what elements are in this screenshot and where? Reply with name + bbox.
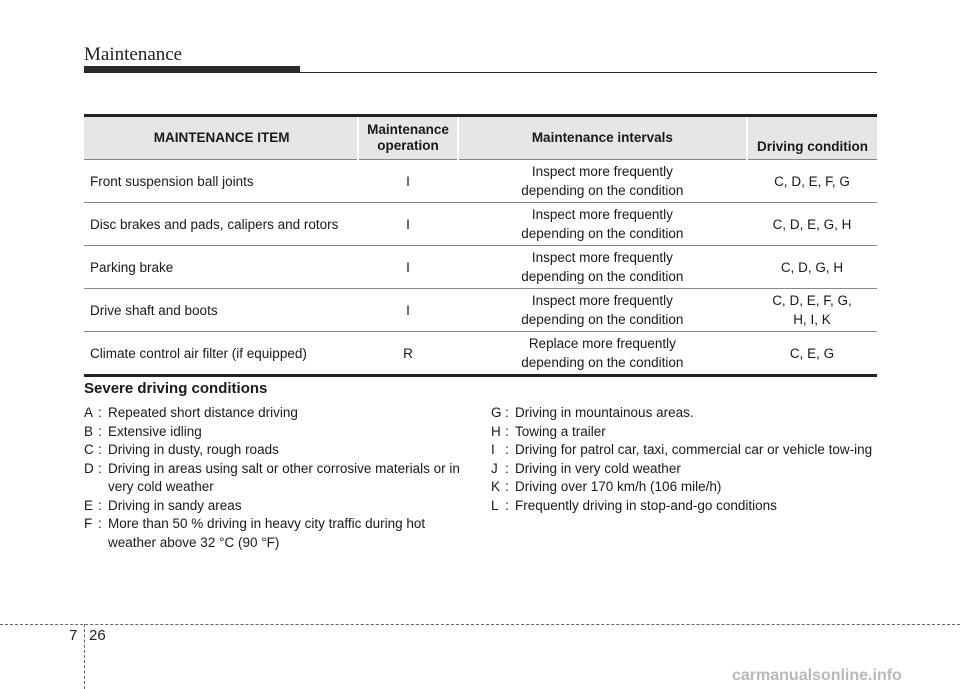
condition-text: Frequently driving in stop-and-go conditions <box>515 497 777 513</box>
header-rule <box>300 72 877 73</box>
condition-item: G : Driving in mountainous areas. <box>491 404 881 423</box>
condition-letter: E <box>84 497 94 513</box>
maintenance-table <box>84 114 877 377</box>
condition-text: Repeated short distance driving <box>108 405 298 420</box>
row-interval: Inspect more frequently depending on the condition <box>458 203 747 246</box>
row-operation: R <box>358 332 457 376</box>
chapter-number: 7 <box>69 627 78 644</box>
condition-text: Extensive idling <box>108 423 202 439</box>
watermark: carmanualsonline.info <box>732 667 902 684</box>
column-header-condition: Driving condition <box>747 116 877 160</box>
row-interval: Inspect more frequently depending on the condition <box>458 289 747 332</box>
condition-letter: K <box>491 479 501 494</box>
row-condition: C, D, E, G, H <box>747 203 877 246</box>
condition-item: L : Frequently driving in stop-and-go conditions <box>491 497 881 516</box>
row-interval: Replace more frequently depending on the condition <box>458 332 747 376</box>
column-header-intervals: Maintenance intervals <box>458 116 747 160</box>
condition-item: K : Driving over 170 km/h (106 mile/h) <box>491 478 881 497</box>
condition-text: Driving for patrol car, taxi, commercial car or vehicle tow-ing <box>515 442 873 457</box>
condition-item: J : Driving in very cold weather <box>491 460 881 479</box>
conditions-right-column <box>491 404 881 515</box>
condition-item: I : Driving for patrol car, taxi, commercial car or vehicle tow-ing <box>491 441 881 460</box>
row-operation: I <box>358 203 457 246</box>
condition-text: Driving in very cold weather <box>515 460 681 476</box>
conditions-left-column <box>84 404 464 552</box>
row-condition: C, E, G <box>747 332 877 376</box>
condition-text: Driving in dusty, rough roads <box>108 442 279 457</box>
condition-item: B : Extensive idling <box>84 423 464 442</box>
row-item: Parking brake <box>84 246 358 289</box>
page-header-title: Maintenance <box>84 44 183 65</box>
condition-text: Driving over 170 km/h (106 mile/h) <box>515 479 722 494</box>
condition-letter: D <box>84 460 94 476</box>
row-item: Front suspension ball joints <box>84 160 358 203</box>
column-header-item: MAINTENANCE ITEM <box>84 116 358 160</box>
page-number: 26 <box>89 627 106 644</box>
condition-text: Driving in areas using salt or other corrosive materials or in very cold weather <box>108 460 460 494</box>
condition-item: F : More than 50 % driving in heavy city traffic during hot weather above 32 °C (90 °F) <box>84 515 464 552</box>
table-row <box>84 160 877 203</box>
table-row <box>84 246 877 289</box>
row-interval: Inspect more frequently depending on the condition <box>458 246 747 289</box>
row-item: Climate control air filter (if equipped) <box>84 332 358 376</box>
condition-letter: L <box>491 497 499 513</box>
table-header-row <box>84 116 877 160</box>
condition-text: Towing a trailer <box>515 423 606 439</box>
condition-text: More than 50 % driving in heavy city traffic during hot weather above 32 °C (90 °F) <box>108 516 426 550</box>
condition-item: A : Repeated short distance driving <box>84 404 464 423</box>
row-interval: Inspect more frequently depending on the condition <box>458 160 747 203</box>
row-condition: C, D, E, F, G <box>747 160 877 203</box>
row-operation: I <box>358 289 457 332</box>
condition-letter: F <box>84 516 93 531</box>
row-item: Drive shaft and boots <box>84 289 358 332</box>
condition-item: C : Driving in dusty, rough roads <box>84 441 464 460</box>
condition-letter: G <box>491 405 502 420</box>
column-header-operation: Maintenance operation <box>358 116 457 160</box>
condition-letter: B <box>84 423 94 439</box>
condition-item: E : Driving in sandy areas <box>84 497 464 516</box>
row-operation: I <box>358 160 457 203</box>
row-condition: C, D, E, F, G, H, I, K <box>747 289 877 332</box>
table-row <box>84 203 877 246</box>
severe-conditions-title: Severe driving conditions <box>84 380 268 397</box>
condition-letter: J <box>491 460 498 476</box>
condition-text: Driving in mountainous areas. <box>515 405 694 420</box>
header-bar <box>84 66 300 73</box>
row-operation: I <box>358 246 457 289</box>
row-item: Disc brakes and pads, calipers and rotors <box>84 203 358 246</box>
table-row <box>84 289 877 332</box>
condition-letter: I <box>491 442 495 457</box>
footer-dashed-divider <box>84 624 85 689</box>
condition-text: Driving in sandy areas <box>108 497 242 513</box>
condition-letter: A <box>84 405 94 420</box>
footer-dashed-rule <box>0 624 960 625</box>
condition-letter: C <box>84 442 94 457</box>
condition-item: H : Towing a trailer <box>491 423 881 442</box>
condition-letter: H <box>491 423 501 439</box>
row-condition: C, D, G, H <box>747 246 877 289</box>
condition-item: D : Driving in areas using salt or other corrosive materials or in very cold weather <box>84 460 464 497</box>
table-row <box>84 332 877 376</box>
